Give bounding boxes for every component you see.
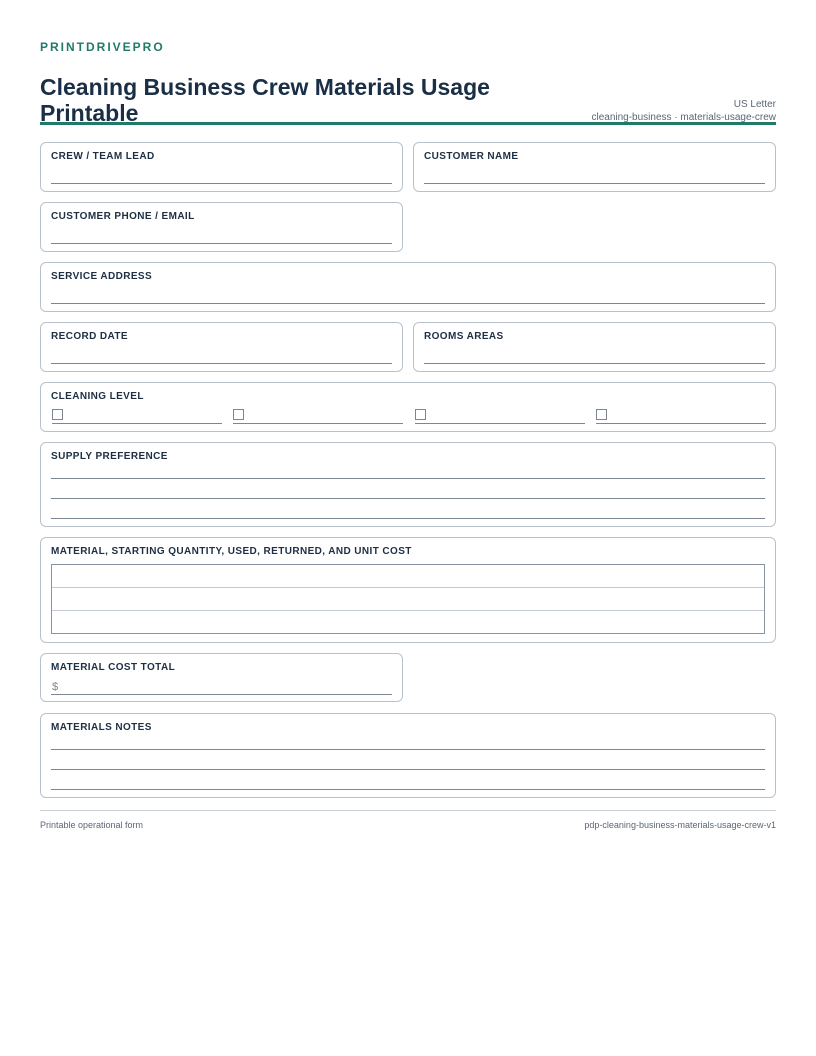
currency-symbol: $ bbox=[52, 681, 59, 693]
form-slug: cleaning-business · materials-usage-crew bbox=[591, 112, 776, 123]
form-header bbox=[40, 54, 776, 125]
cleaning-level-option-4[interactable] bbox=[596, 407, 766, 425]
option-line[interactable] bbox=[233, 423, 403, 424]
materials-notes-field[interactable] bbox=[40, 713, 776, 798]
form-meta bbox=[591, 98, 776, 124]
materials-table bbox=[51, 564, 765, 634]
supply-preference-line-2[interactable] bbox=[51, 498, 765, 499]
materials-notes-line-2[interactable] bbox=[51, 769, 765, 770]
materials-notes-line-1[interactable] bbox=[51, 749, 765, 750]
form-page bbox=[40, 40, 776, 125]
table-row[interactable] bbox=[52, 611, 764, 634]
checkbox[interactable] bbox=[52, 409, 63, 420]
service-address-field[interactable] bbox=[40, 262, 776, 312]
customer-phone-email-field[interactable] bbox=[40, 202, 403, 252]
footer-left-text: Printable operational form bbox=[40, 820, 144, 830]
table-row[interactable] bbox=[52, 565, 764, 588]
materials-table-field bbox=[40, 537, 776, 643]
customer-phone-email-label: CUSTOMER PHONE / EMAIL bbox=[51, 211, 195, 222]
supply-preference-line-3[interactable] bbox=[51, 518, 765, 519]
rooms-areas-input-line[interactable] bbox=[424, 363, 765, 364]
cleaning-level-option-2[interactable] bbox=[233, 407, 403, 425]
materials-table-label: MATERIAL, STARTING QUANTITY, USED, RETURNED, AND UNIT COST bbox=[51, 546, 412, 557]
material-cost-total-input-line[interactable] bbox=[51, 694, 392, 695]
cleaning-level-option-3[interactable] bbox=[415, 407, 585, 425]
brand-name: PRINTDRIVEPRO bbox=[40, 40, 165, 54]
crew-team-lead-label: CREW / TEAM LEAD bbox=[51, 151, 155, 162]
table-row[interactable] bbox=[52, 588, 764, 611]
supply-preference-line-1[interactable] bbox=[51, 478, 765, 479]
paper-size: US Letter bbox=[733, 99, 776, 110]
cleaning-level-option-1[interactable] bbox=[52, 407, 222, 425]
record-date-input-line[interactable] bbox=[51, 363, 392, 364]
cleaning-level-label: CLEANING LEVEL bbox=[51, 391, 144, 402]
materials-notes-line-3[interactable] bbox=[51, 789, 765, 790]
checkbox[interactable] bbox=[233, 409, 244, 420]
customer-phone-email-input-line[interactable] bbox=[51, 243, 392, 244]
service-address-label: SERVICE ADDRESS bbox=[51, 271, 153, 282]
option-line[interactable] bbox=[596, 423, 766, 424]
supply-preference-label: SUPPLY PREFERENCE bbox=[51, 451, 168, 462]
materials-notes-label: MATERIALS NOTES bbox=[51, 722, 152, 733]
material-cost-total-label: MATERIAL COST TOTAL bbox=[51, 662, 176, 673]
rooms-areas-label: ROOMS AREAS bbox=[424, 331, 504, 342]
checkbox[interactable] bbox=[596, 409, 607, 420]
option-line[interactable] bbox=[415, 423, 585, 424]
page-footer bbox=[40, 810, 776, 835]
rooms-areas-field[interactable] bbox=[413, 322, 776, 372]
checkbox[interactable] bbox=[415, 409, 426, 420]
footer-form-id: pdp-cleaning-business-materials-usage-crew-v1 bbox=[584, 820, 776, 830]
service-address-input-line[interactable] bbox=[51, 303, 765, 304]
crew-team-lead-field[interactable] bbox=[40, 142, 403, 192]
record-date-label: RECORD DATE bbox=[51, 331, 128, 342]
option-line[interactable] bbox=[52, 423, 222, 424]
page-title: Cleaning Business Crew Materials Usage Printable bbox=[40, 74, 490, 126]
customer-name-input-line[interactable] bbox=[424, 183, 765, 184]
crew-team-lead-input-line[interactable] bbox=[51, 183, 392, 184]
customer-name-field[interactable] bbox=[413, 142, 776, 192]
customer-name-label: CUSTOMER NAME bbox=[424, 151, 519, 162]
cleaning-level-field bbox=[40, 382, 776, 432]
record-date-field[interactable] bbox=[40, 322, 403, 372]
material-cost-total-field[interactable] bbox=[40, 653, 403, 702]
supply-preference-field[interactable] bbox=[40, 442, 776, 527]
